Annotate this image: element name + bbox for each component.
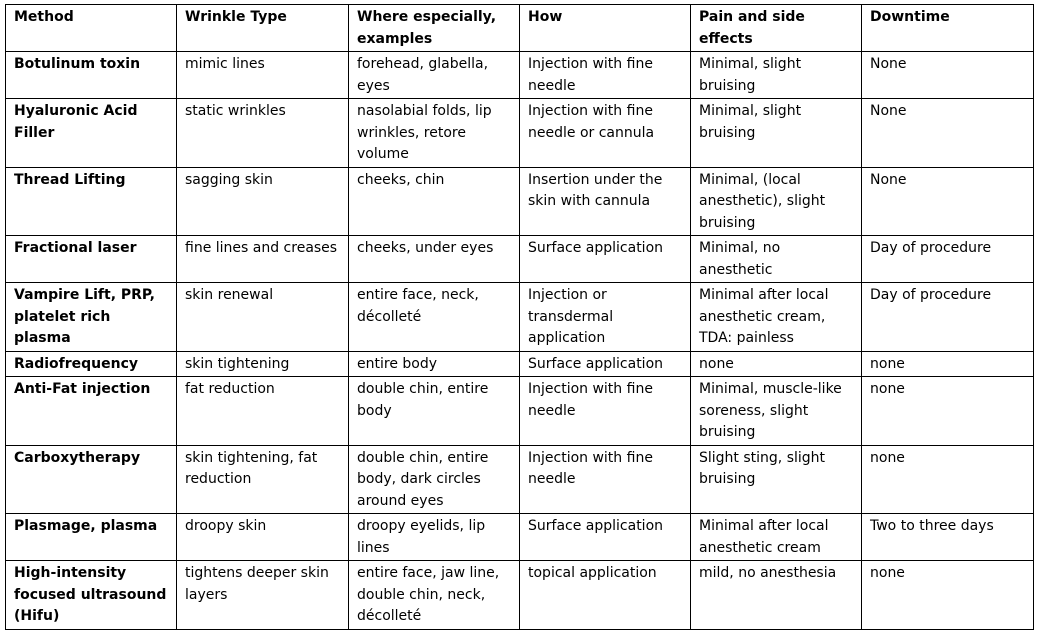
cell-wrinkle-type: mimic lines [177,52,349,99]
cell-pain: Minimal, muscle-like soreness, slight bruising [691,377,862,446]
table-row [6,283,1034,352]
cell-wrinkle-type: tightens deeper skin layers [177,561,349,630]
table-row [6,561,1034,630]
cell-where: entire face, jaw line, double chin, neck, décolleté [349,561,520,630]
cell-downtime: none [862,351,1034,377]
cell-method: Carboxytherapy [6,445,177,514]
cell-downtime: None [862,99,1034,168]
table-row [6,167,1034,236]
cell-method: Hyaluronic Acid Filler [6,99,177,168]
cell-how: topical application [520,561,691,630]
cell-how: Injection with fine needle or cannula [520,99,691,168]
header-downtime: Downtime [862,5,1034,52]
header-row [6,5,1034,52]
cell-where: forehead, glabella, eyes [349,52,520,99]
cell-downtime: none [862,377,1034,446]
cell-how: Injection with fine needle [520,52,691,99]
cell-downtime: none [862,445,1034,514]
cell-where: cheeks, chin [349,167,520,236]
cell-wrinkle-type: skin tightening [177,351,349,377]
cell-method: Vampire Lift, PRP, platelet rich plasma [6,283,177,352]
cell-pain: Minimal, no anesthetic [691,236,862,283]
cell-how: Injection with fine needle [520,377,691,446]
cell-where: droopy eyelids, lip lines [349,514,520,561]
cell-downtime: none [862,561,1034,630]
cell-wrinkle-type: droopy skin [177,514,349,561]
cell-method: Fractional laser [6,236,177,283]
cell-downtime: None [862,167,1034,236]
cell-where: double chin, entire body, dark circles around eyes [349,445,520,514]
table-row [6,514,1034,561]
table-row [6,236,1034,283]
cell-pain: Minimal, slight bruising [691,99,862,168]
header-method: Method [6,5,177,52]
cell-pain: Minimal after local anesthetic cream, TDA: painless [691,283,862,352]
cell-downtime: None [862,52,1034,99]
table-row [6,377,1034,446]
cell-pain: Minimal, slight bruising [691,52,862,99]
cell-how: Injection with fine needle [520,445,691,514]
header-where: Where especially, examples [349,5,520,52]
cell-where: cheeks, under eyes [349,236,520,283]
header-wrinkle-type: Wrinkle Type [177,5,349,52]
table-row [6,99,1034,168]
cell-downtime: Two to three days [862,514,1034,561]
cell-method: High-intensity focused ultrasound (Hifu) [6,561,177,630]
cell-method: Botulinum toxin [6,52,177,99]
cell-how: Injection or transdermal application [520,283,691,352]
cell-pain: Minimal, (local anesthetic), slight bruising [691,167,862,236]
cell-wrinkle-type: skin renewal [177,283,349,352]
table-row [6,445,1034,514]
cell-wrinkle-type: fat reduction [177,377,349,446]
cell-wrinkle-type: skin tightening, fat reduction [177,445,349,514]
cell-how: Insertion under the skin with cannula [520,167,691,236]
cell-wrinkle-type: fine lines and creases [177,236,349,283]
treatments-table [5,4,1034,630]
cell-downtime: Day of procedure [862,236,1034,283]
cell-where: nasolabial folds, lip wrinkles, retore volume [349,99,520,168]
cell-pain: Slight sting, slight bruising [691,445,862,514]
cell-pain: none [691,351,862,377]
cell-method: Thread Lifting [6,167,177,236]
cell-method: Plasmage, plasma [6,514,177,561]
cell-downtime: Day of procedure [862,283,1034,352]
table-row [6,52,1034,99]
cell-where: entire face, neck, décolleté [349,283,520,352]
cell-where: entire body [349,351,520,377]
cell-pain: mild, no anesthesia [691,561,862,630]
cell-method: Anti-Fat injection [6,377,177,446]
header-how: How [520,5,691,52]
cell-where: double chin, entire body [349,377,520,446]
header-pain: Pain and side effects [691,5,862,52]
cell-how: Surface application [520,236,691,283]
table-row [6,351,1034,377]
cell-wrinkle-type: static wrinkles [177,99,349,168]
cell-method: Radiofrequency [6,351,177,377]
cell-wrinkle-type: sagging skin [177,167,349,236]
cell-how: Surface application [520,351,691,377]
cell-pain: Minimal after local anesthetic cream [691,514,862,561]
cell-how: Surface application [520,514,691,561]
